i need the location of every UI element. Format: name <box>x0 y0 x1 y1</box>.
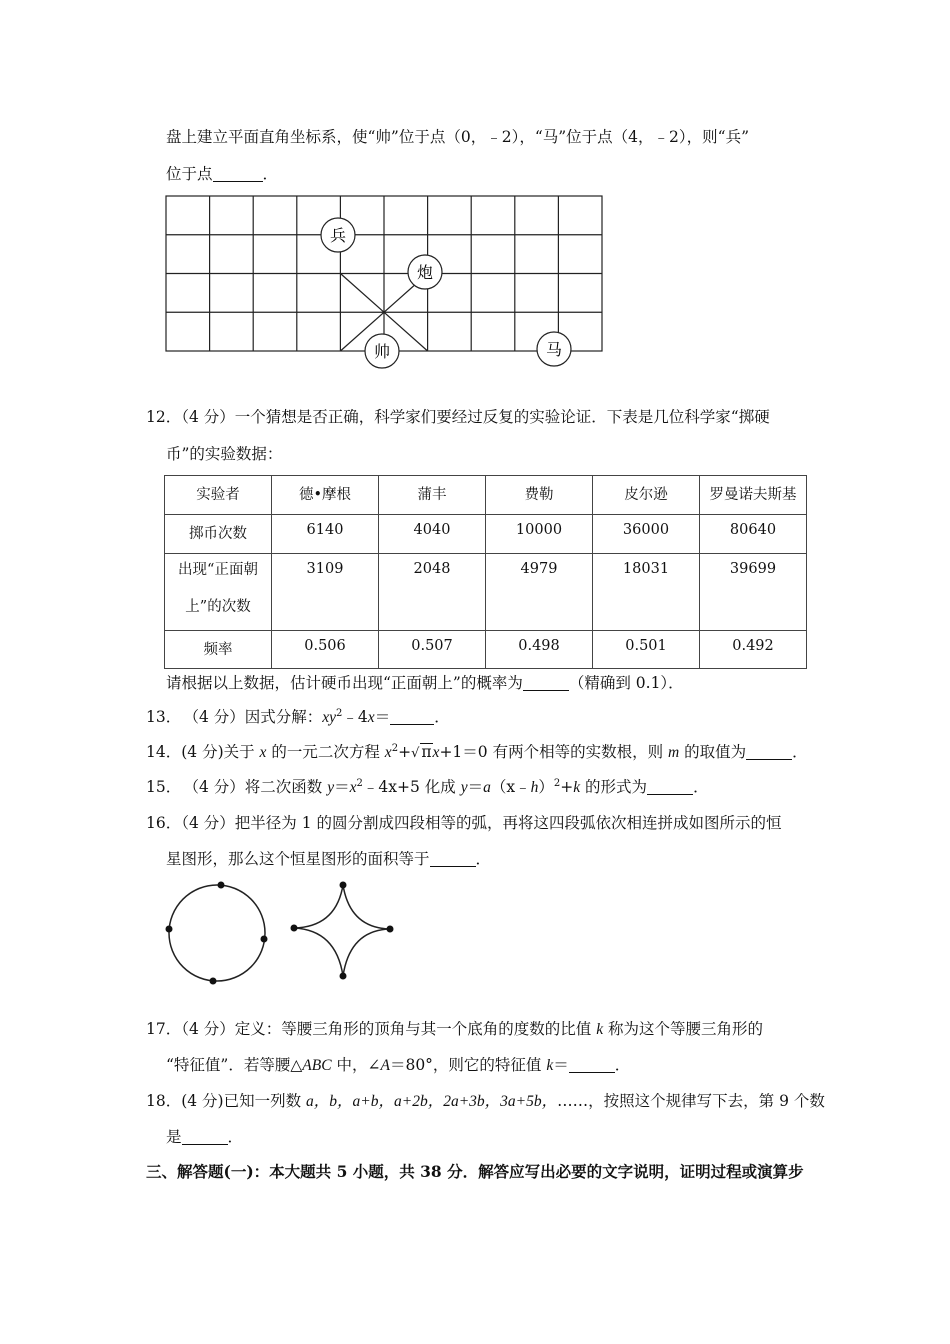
q11-line2-end: ． <box>262 165 279 183</box>
table-row-label: 频率 <box>165 631 272 669</box>
q17-text: ＝80°，则它的特征值 <box>389 1056 547 1074</box>
section-3-heading: 三、解答题(一)：本大题共 5 小题，共 38 分．解答应写出必要的文字说明，证明过程或演算步 <box>146 1162 804 1181</box>
chess-piece-bing <box>321 218 355 252</box>
piece-label-pao: 炮 <box>416 263 434 282</box>
star-point <box>387 926 394 933</box>
table-header-cell: 实验者 <box>165 476 272 515</box>
table-cell: 0.507 <box>379 631 486 669</box>
q13-equals: ＝ <box>374 708 391 726</box>
q18-line2-end: ． <box>227 1128 244 1146</box>
table-cell: 0.501 <box>593 631 700 669</box>
divided-circle <box>166 882 268 985</box>
q13-exponent: 2 <box>336 708 343 719</box>
q13-number: 13． <box>146 708 182 726</box>
table-row-label: 掷币次数 <box>165 515 272 554</box>
experiment-table <box>164 475 807 669</box>
table-row <box>165 515 807 554</box>
table-header-cell: 皮尔逊 <box>593 476 700 515</box>
table-header-cell: 费勒 <box>486 476 593 515</box>
circle-star-diagram <box>150 870 410 1000</box>
board-grid <box>166 196 602 351</box>
answer-blank[interactable] <box>523 674 569 691</box>
chess-board-diagram <box>150 185 620 375</box>
q14-tail: 的取值为 <box>679 743 747 761</box>
table-cell: 0.492 <box>700 631 807 669</box>
q17-line2 <box>166 1054 630 1077</box>
q16-line1: 16．（4 分）把半径为 1 的圆分割成四段相等的弧，再将这四段弧依次相连拼成如图所示的恒 <box>146 814 782 832</box>
table-cell: 18031 <box>593 554 700 631</box>
q14-var-m: m <box>668 744 680 761</box>
q14-var-x: x <box>259 744 267 761</box>
star-point <box>291 925 298 932</box>
table-header-cell: 蒲丰 <box>379 476 486 515</box>
chess-piece-ma <box>537 332 571 366</box>
q15-text: ﹣4x+5 化成 <box>362 778 461 796</box>
q11-line2 <box>166 163 278 185</box>
q16-line2 <box>166 848 491 870</box>
q14-pi: π <box>421 743 432 761</box>
q18-line2 <box>166 1126 243 1148</box>
q14-score: (4 分)关于 <box>181 743 260 761</box>
table-cell: 0.498 <box>486 631 593 669</box>
q13-line <box>146 706 450 729</box>
q15-var-y: y <box>327 779 335 796</box>
q11-line1: 盘上建立平面直角坐标系，使“帅”位于点（0，﹣2），“马”位于点（4，﹣2），则“兵” <box>166 128 749 146</box>
q15-plus: + <box>560 778 574 796</box>
q17-text-rest: 称为这个等腰三角形的 <box>603 1020 764 1038</box>
q12-after <box>166 672 684 694</box>
table-row-label-line2: 上”的次数 <box>185 599 251 615</box>
q17-var-a: A <box>380 1057 390 1074</box>
q13-expr-x: x <box>367 709 375 726</box>
table-row-label <box>165 554 272 631</box>
q15-paren-close: ） <box>538 778 554 796</box>
q11-line2-text: 位于点 <box>166 165 213 183</box>
q14-var-x: x <box>384 744 392 761</box>
q15-equals: ＝ <box>334 778 350 796</box>
table-row-label-line1: 出现“正面朝 <box>178 562 258 578</box>
answer-blank[interactable] <box>746 743 792 760</box>
q15-score: （4 分）将二次函数 <box>191 778 328 796</box>
q14-var-x: x <box>432 744 440 761</box>
answer-blank[interactable] <box>390 708 434 725</box>
q15-var-k: k <box>573 779 581 796</box>
star-shape <box>291 882 394 980</box>
circle-point <box>218 882 225 889</box>
q17-text: 17．（4 分）定义：等腰三角形的顶角与其一个底角的度数的比值 <box>146 1020 597 1038</box>
q15-var-a: a <box>483 779 491 796</box>
q16-line2-end: ． <box>475 850 492 868</box>
circle-point <box>210 978 217 985</box>
circle-point <box>166 926 173 933</box>
q14-end: ． <box>792 743 808 761</box>
q18-line2-text: 是 <box>166 1128 182 1146</box>
answer-blank[interactable] <box>430 850 476 867</box>
answer-blank[interactable] <box>569 1056 615 1073</box>
q15-line <box>146 776 709 799</box>
q17-var-k: k <box>596 1021 604 1038</box>
sqrt-icon: √ <box>411 746 420 761</box>
table-cell: 3109 <box>272 554 379 631</box>
q17-end: ． <box>614 1056 631 1074</box>
q15-exponent: 2 <box>553 778 561 789</box>
table-cell: 39699 <box>700 554 807 631</box>
table-cell: 0.506 <box>272 631 379 669</box>
q12-after-text: 请根据以上数据，估计硬币出现“正面朝上”的概率为 <box>166 674 523 692</box>
q13-expr: xy <box>322 709 337 726</box>
answer-blank[interactable] <box>182 1128 228 1145</box>
piece-label-ma: 马 <box>545 340 563 359</box>
q17-var-abc: ABC <box>302 1057 332 1074</box>
piece-label-bing: 兵 <box>329 226 347 245</box>
star-point <box>340 973 347 980</box>
answer-blank[interactable] <box>213 165 263 182</box>
q14-plus: + <box>398 743 412 761</box>
q15-exponent: 2 <box>356 778 363 789</box>
q12-after-end: （精确到 0.1）． <box>568 674 684 692</box>
chess-piece-pao <box>408 255 442 289</box>
table-cell: 6140 <box>272 515 379 554</box>
table-cell: 4040 <box>379 515 486 554</box>
table-cell: 80640 <box>700 515 807 554</box>
q14-text: 的一元二次方程 <box>266 743 385 761</box>
q17-text: “特征值”．若等腰△ <box>166 1056 303 1074</box>
star-point <box>340 882 347 889</box>
q13-expr-minus: ﹣4 <box>342 708 368 726</box>
q17-line1 <box>146 1018 763 1041</box>
q15-paren: （x﹣ <box>490 778 531 796</box>
table-cell: 10000 <box>486 515 593 554</box>
q14-number: 14． <box>146 743 182 761</box>
q14-text-rest: +1＝0 有两个相等的实数根，则 <box>439 743 669 761</box>
q15-number: 15． <box>146 778 182 796</box>
q12-line2: 币”的实验数据： <box>166 445 283 463</box>
q15-var-x: x <box>349 779 357 796</box>
q14-exponent: 2 <box>391 743 399 754</box>
circle-point <box>261 936 268 943</box>
q18-line1 <box>146 1090 825 1113</box>
q14-line <box>146 741 808 765</box>
q17-equals: ＝ <box>553 1056 569 1074</box>
q17-text: 中，∠ <box>331 1056 381 1074</box>
q16-line2-text: 星图形，那么这个恒星图形的面积等于 <box>166 850 430 868</box>
q13-end: ． <box>434 708 450 726</box>
q18-text-rest: ……，按照这个规律写下去，第 9 个数 <box>557 1092 825 1110</box>
table-cell: 2048 <box>379 554 486 631</box>
q13-score: （4 分）因式分解： <box>191 708 323 726</box>
table-cell: 4979 <box>486 554 593 631</box>
piece-label-shuai: 帅 <box>373 342 391 361</box>
chess-piece-shuai <box>365 334 399 368</box>
table-header-cell: 德•摩根 <box>272 476 379 515</box>
q12-line1: 12．（4 分）一个猜想是否正确，科学家们要经过反复的实验论证．下表是几位科学家“掷硬 <box>146 408 770 426</box>
q15-end: ． <box>693 778 709 796</box>
q18-text: 18．(4 分)已知一列数 <box>146 1092 307 1110</box>
q15-var-y: y <box>460 779 468 796</box>
table-cell: 36000 <box>593 515 700 554</box>
table-row <box>165 631 807 669</box>
answer-blank[interactable] <box>647 778 693 795</box>
q15-equals: ＝ <box>467 778 484 796</box>
table-header-cell: 罗曼诺夫斯基 <box>700 476 807 515</box>
q17-var-k: k <box>546 1057 554 1074</box>
q15-var-h: h <box>530 779 539 796</box>
q18-sequence: a，b，a+b，a+2b，2a+3b，3a+5b， <box>306 1093 558 1110</box>
table-row <box>165 554 807 631</box>
table-header-row <box>165 476 807 515</box>
q15-tail: 的形式为 <box>580 778 648 796</box>
